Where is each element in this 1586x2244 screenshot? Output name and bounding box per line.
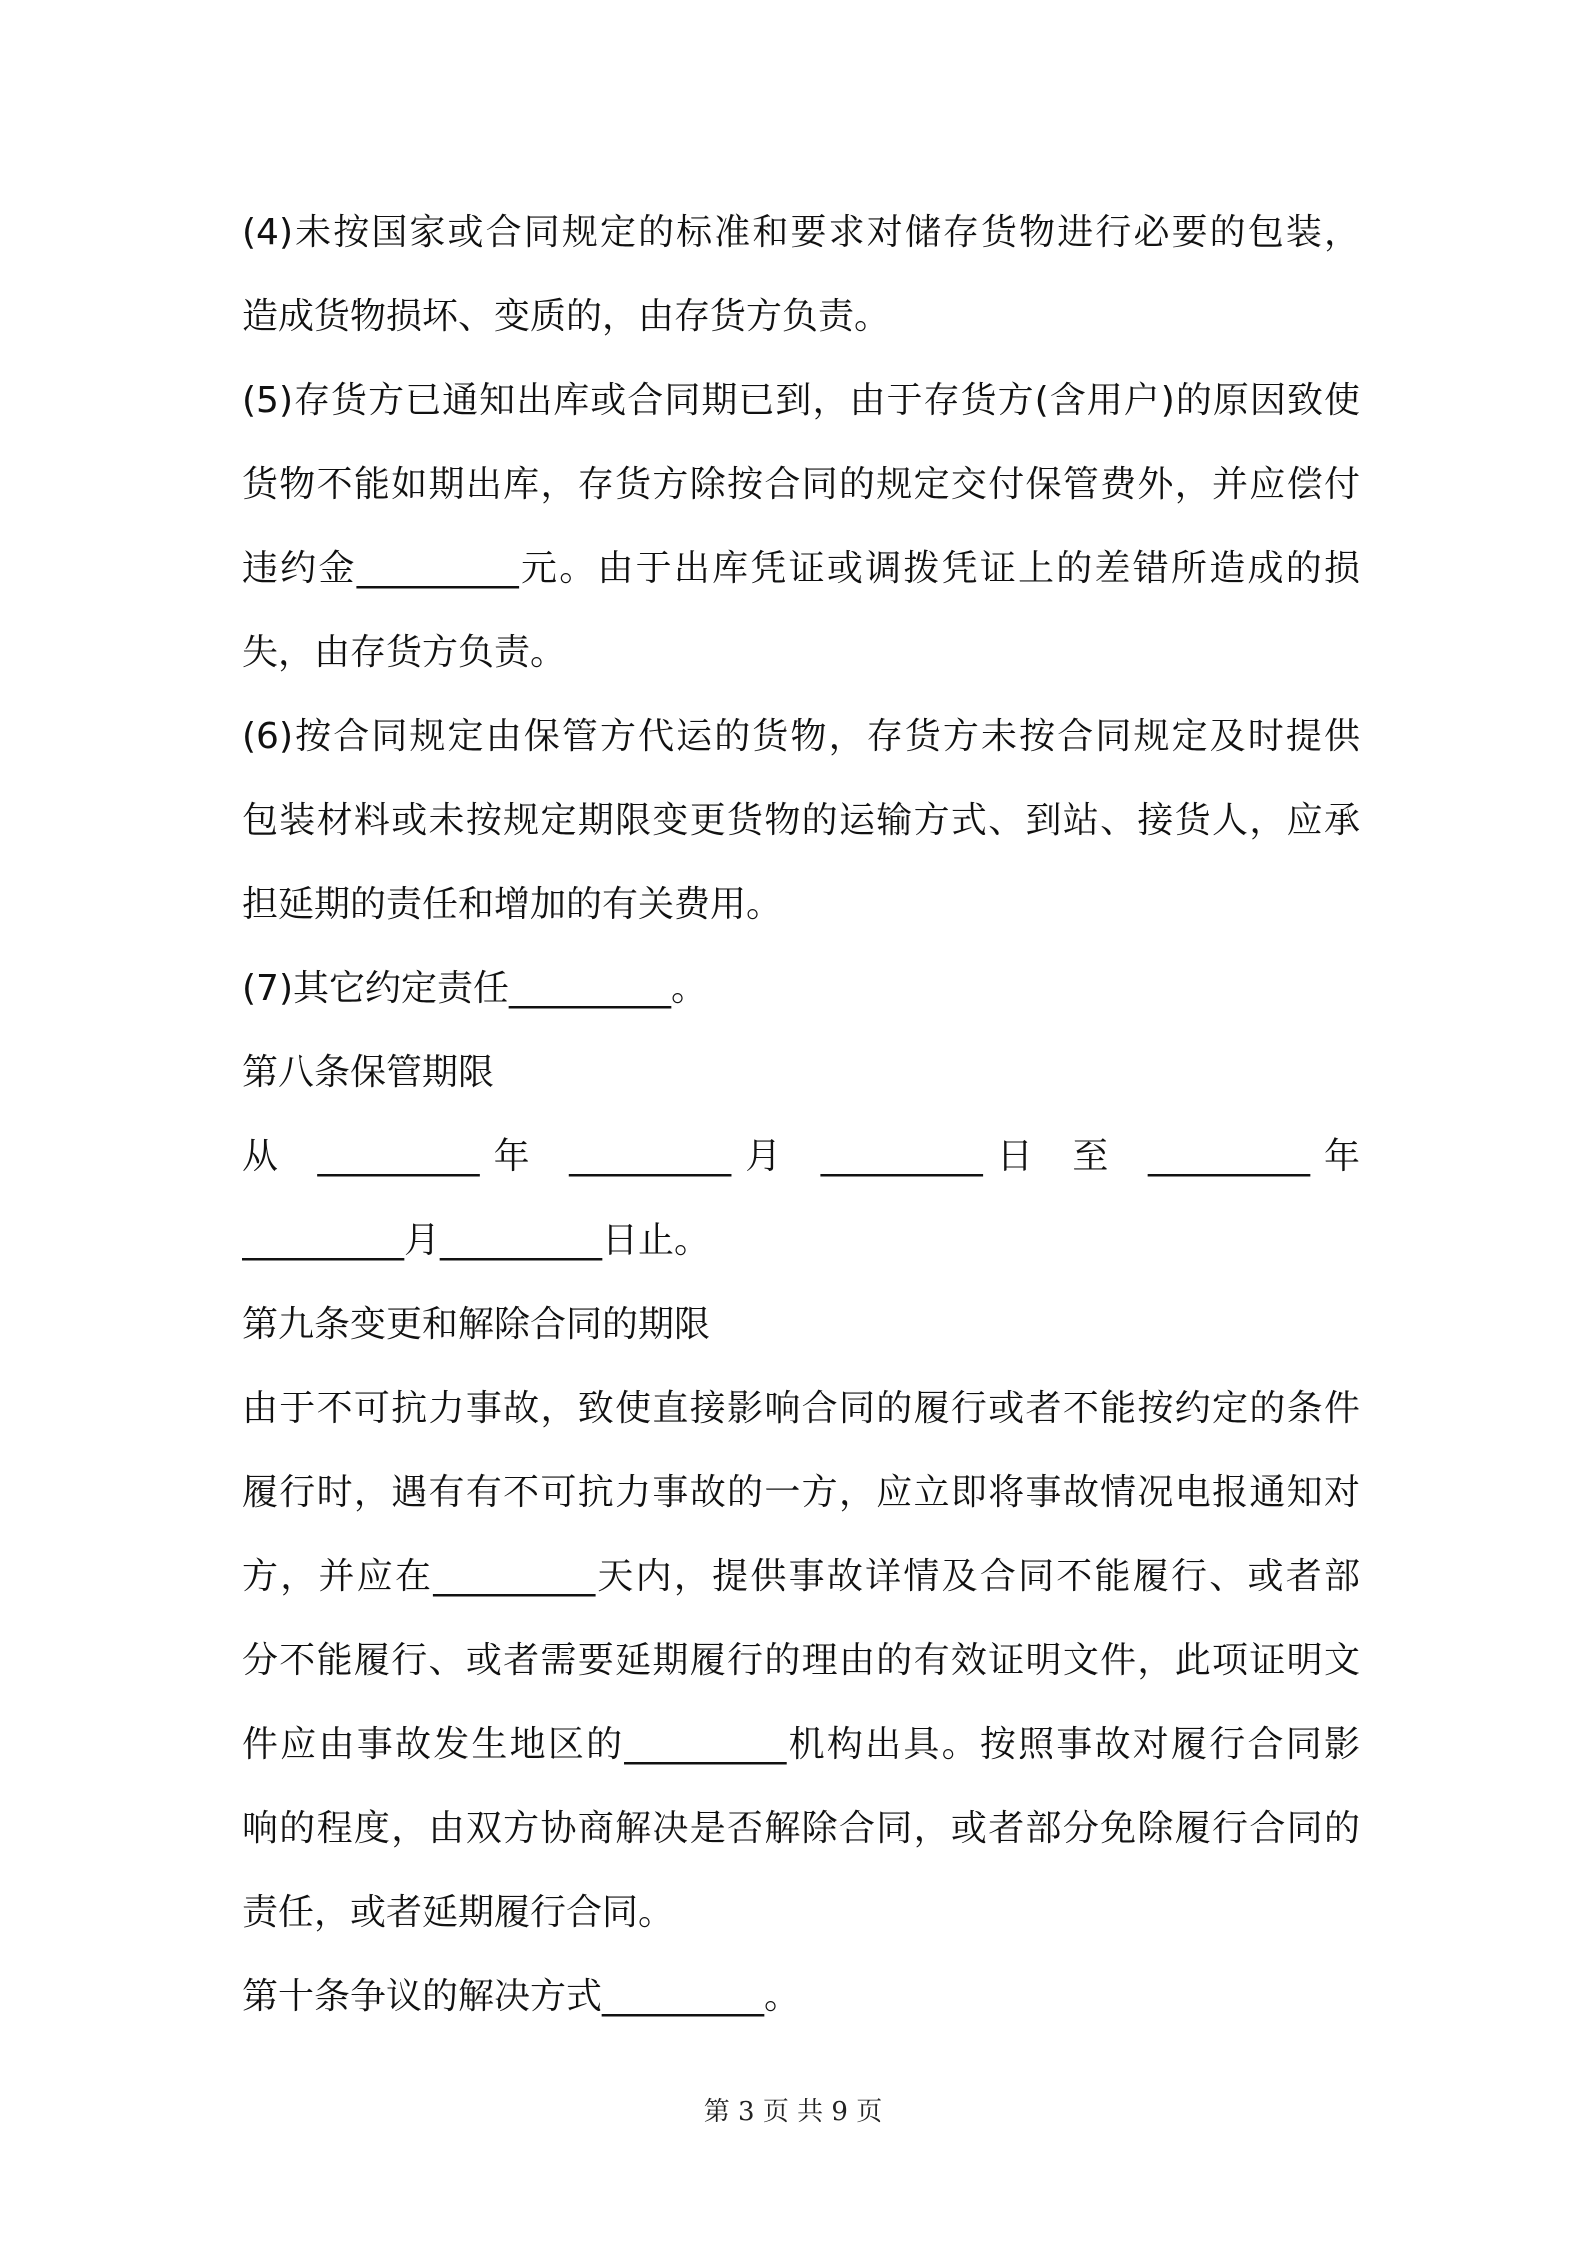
paragraph-line: (5)存货方已通知出库或合同期已到，由于存货方(含用户)的原因致使 [242, 380, 1360, 421]
paragraph-line: (4)未按国家或合同规定的标准和要求对储存货物进行必要的包装， [242, 212, 1360, 253]
paragraph-line: 违约金_________元。由于出库凭证或调拨凭证上的差错所造成的损 [242, 548, 1360, 589]
paragraph-line: (7)其它约定责任_________。 [242, 968, 707, 1009]
paragraph-line: 方，并应在_________天内，提供事故详情及合同不能履行、或者部 [242, 1556, 1360, 1597]
page-number-footer: 第 3 页 共 9 页 [703, 2097, 883, 2127]
document-body [242, 191, 1360, 2039]
paragraph-line: _________月_________日止。 [242, 1220, 711, 1261]
paragraph-line: 从 _________年 _________月 _________日 至 _________年 [242, 1136, 1360, 1177]
paragraph-line: 造成货物损坏、变质的，由存货方负责。 [242, 296, 891, 337]
paragraph-line: 履行时，遇有有不可抗力事故的一方，应立即将事故情况电报通知对 [242, 1472, 1360, 1513]
paragraph-line: 件应由事故发生地区的_________机构出具。按照事故对履行合同影 [242, 1724, 1360, 1765]
section-heading: 第十条争议的解决方式_________。 [242, 1976, 801, 2017]
section-heading: 第九条变更和解除合同的期限 [242, 1304, 711, 1345]
paragraph-line: 失，由存货方负责。 [242, 632, 567, 673]
section-heading: 第八条保管期限 [242, 1052, 495, 1093]
paragraph-line: 货物不能如期出库，存货方除按合同的规定交付保管费外，并应偿付 [242, 464, 1360, 505]
paragraph-line: 由于不可抗力事故，致使直接影响合同的履行或者不能按约定的条件 [242, 1388, 1360, 1429]
paragraph-line: 包装材料或未按规定期限变更货物的运输方式、到站、接货人，应承 [242, 800, 1360, 841]
paragraph-line: 分不能履行、或者需要延期履行的理由的有效证明文件，此项证明文 [242, 1640, 1360, 1681]
paragraph-line: 担延期的责任和增加的有关费用。 [242, 884, 783, 925]
paragraph-line: (6)按合同规定由保管方代运的货物，存货方未按合同规定及时提供 [242, 716, 1360, 757]
paragraph-line: 责任，或者延期履行合同。 [242, 1892, 675, 1933]
paragraph-line: 响的程度，由双方协商解决是否解除合同，或者部分免除履行合同的 [242, 1808, 1360, 1849]
